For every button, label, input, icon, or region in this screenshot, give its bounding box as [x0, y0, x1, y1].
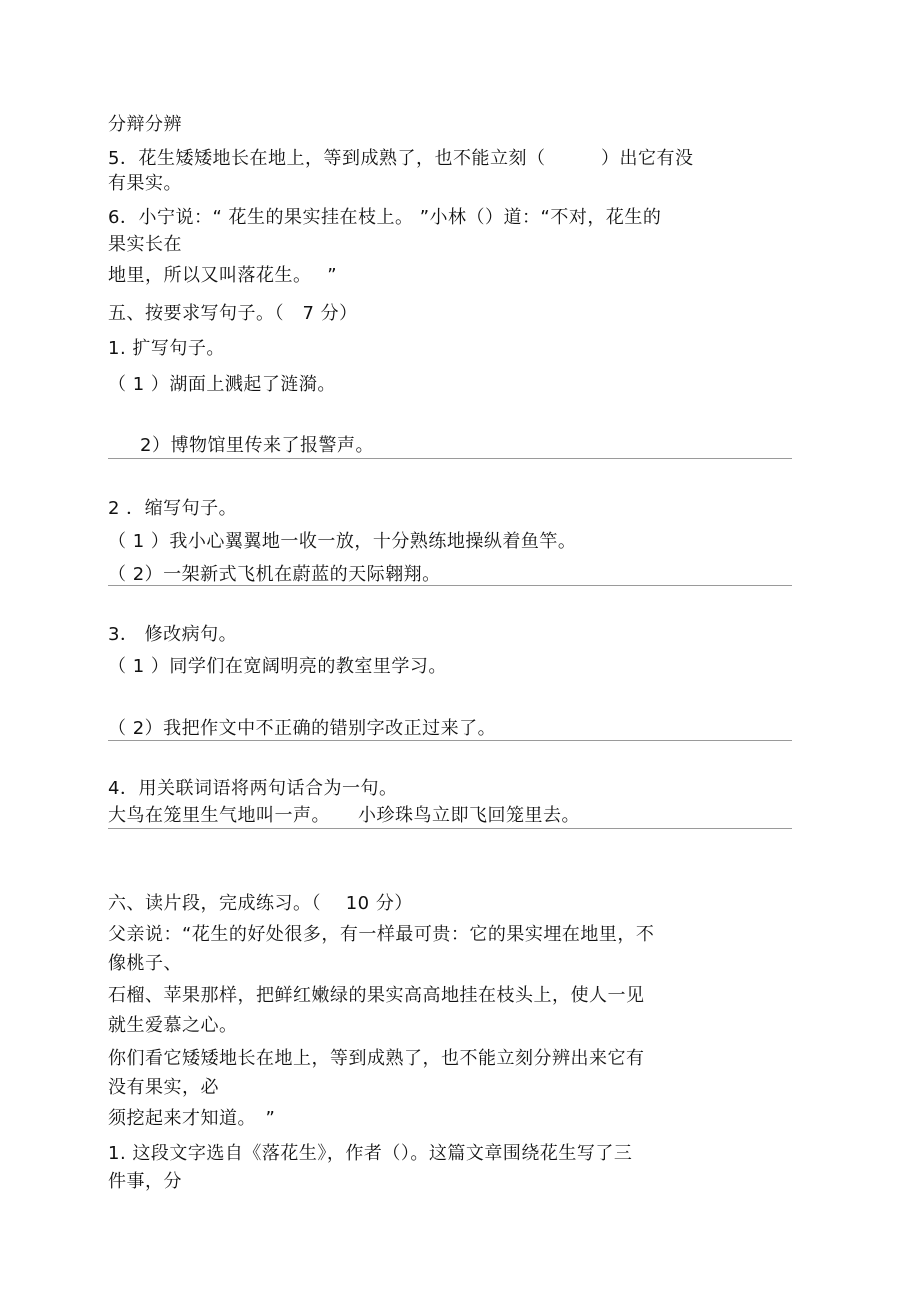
- question-6-line-1: 6．小宁说：“ 花生的果实挂在枝上。 ”小林（）道：“不对，花生的: [108, 207, 662, 228]
- answer-line: [108, 828, 792, 829]
- answer-line: [108, 585, 792, 586]
- answer-line: [108, 458, 792, 459]
- passage-line-1: 父亲说：“花生的好处很多，有一样最可贵：它的果实埋在地里，不: [108, 924, 655, 945]
- fix-sentence-2: （ 2）我把作文中不正确的错别字改正过来了。: [108, 718, 497, 739]
- answer-line: [108, 740, 792, 741]
- section-5-heading: 五、按要求写句子。（ 7 分）: [108, 303, 358, 324]
- reading-question-1-line-1: 1. 这段文字选自《落花生》，作者（）。这篇文章围绕花生写了三: [108, 1143, 633, 1164]
- shorten-sentence-2: （ 2）一架新式飞机在蔚蓝的天际翱翔。: [108, 564, 441, 585]
- question-5-line-2: 有果实。: [108, 173, 182, 194]
- expand-title: 1. 扩写句子。: [108, 338, 225, 359]
- shorten-sentence-1: （ 1 ）我小心翼翼地一收一放，十分熟练地操纵着鱼竿。: [108, 531, 577, 552]
- question-5-line-1: 5．花生矮矮地长在地上，等到成熟了，也不能立刻（ ）出它有没: [108, 148, 694, 169]
- fix-sentence-1: （ 1 ）同学们在宽阔明亮的教室里学习。: [108, 656, 447, 677]
- passage-line-5: 你们看它矮矮地长在地上，等到成熟了，也不能立刻分辨出来它有: [108, 1048, 645, 1069]
- question-6-line-2: 果实长在: [108, 234, 182, 255]
- question-6-line-3: 地里，所以又叫落花生。 ”: [108, 265, 338, 286]
- combine-sentence: 大鸟在笼里生气地叫一声。 小珍珠鸟立即飞回笼里去。: [108, 805, 580, 826]
- word-pair: 分辩分辨: [108, 114, 182, 135]
- combine-title: 4．用关联词语将两句话合为一句。: [108, 778, 398, 799]
- passage-line-3: 石榴、苹果那样，把鲜红嫩绿的果实高高地挂在枝头上，使人一见: [108, 985, 645, 1006]
- section-6-heading: 六、读片段，完成练习。（ 10 分）: [108, 893, 413, 914]
- passage-line-7: 须挖起来才知道。 ”: [108, 1108, 276, 1129]
- shorten-title: 2 ．缩写句子。: [108, 498, 238, 519]
- passage-line-2: 像桃子、: [108, 953, 182, 974]
- fix-title: 3． 修改病句。: [108, 624, 238, 645]
- passage-line-4: 就生爱慕之心。: [108, 1015, 238, 1036]
- passage-line-6: 没有果实，必: [108, 1077, 219, 1098]
- expand-sentence-2: 2）博物馆里传来了报警声。: [140, 435, 374, 456]
- expand-sentence-1: （ 1 ）湖面上溅起了涟漪。: [108, 374, 336, 395]
- reading-question-1-line-2: 件事，分: [108, 1171, 182, 1192]
